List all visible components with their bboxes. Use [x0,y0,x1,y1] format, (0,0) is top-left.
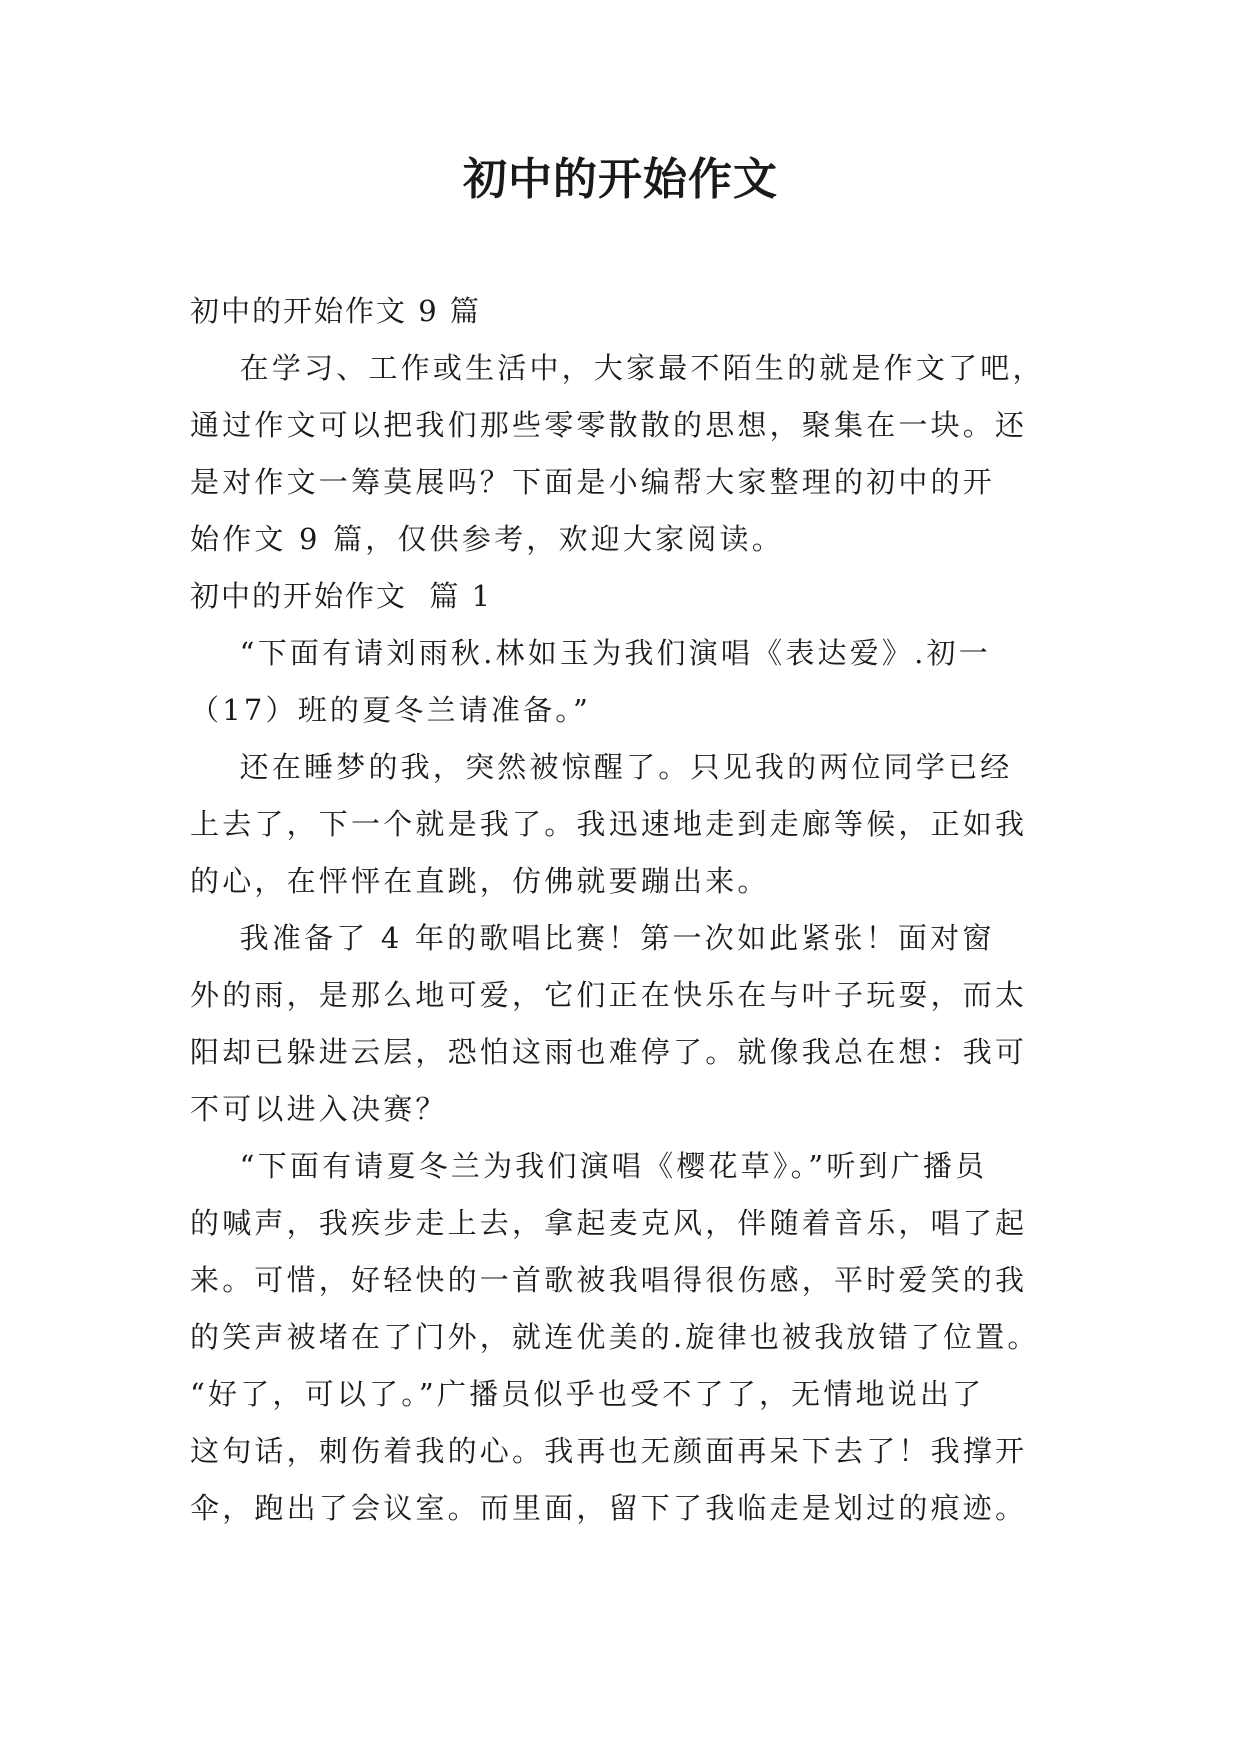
essay-line: 还在睡梦的我，突然被惊醒了。只见我的两位同学已经 [190,750,1013,784]
intro-line-4: 始作文 9 篇，仅供参考，欢迎大家阅读。 [190,522,784,556]
document-title: 初中的开始作文 [463,154,778,205]
document-body [190,283,1090,1537]
essay-line: 外的雨，是那么地可爱，它们正在快乐在与叶子玩耍，而太 [190,978,1028,1012]
subtitle-line: 初中的开始作文 9 篇 [190,294,481,328]
essay-line: “下面有请刘雨秋.林如玉为我们演唱《表达爱》.初一 [190,636,991,670]
essay-line: “下面有请夏冬兰为我们演唱《樱花草》。”听到广播员 [190,1149,988,1183]
essay-line: 的喊声，我疾步走上去，拿起麦克风，伴随着音乐，唱了起 [190,1206,1028,1240]
essay-line: 的心，在怦怦在直跳，仿佛就要蹦出来。 [190,864,770,898]
essay-line: 上去了，下一个就是我了。我迅速地走到走廊等候，正如我 [190,807,1028,841]
essay-line: 伞，跑出了会议室。而里面，留下了我临走是划过的痕迹。 [190,1491,1028,1525]
essay-line: 阳却已躲进云层，恐怕这雨也难停了。就像我总在想：我可 [190,1035,1028,1069]
essay-line: 来。可惜，好轻快的一首歌被我唱得很伤感，平时爱笑的我 [190,1263,1028,1297]
intro-line-1: 在学习、工作或生活中，大家最不陌生的就是作文了吧， [190,351,1045,385]
essay-line: （17）班的夏冬兰请准备。” [190,693,592,727]
essay-line: 的笑声被堵在了门外，就连优美的.旋律也被我放错了位置。 [190,1320,1040,1354]
essay-line: 我准备了 4 年的歌唱比赛！第一次如此紧张！面对窗 [190,921,995,955]
intro-line-3: 是对作文一筹莫展吗？下面是小编帮大家整理的初中的开 [190,465,996,499]
essay-line: 这句话，刺伤着我的心。我再也无颜面再呆下去了！我撑开 [190,1434,1028,1468]
section-heading: 初中的开始作文 篇 1 [190,579,493,613]
intro-line-2: 通过作文可以把我们那些零零散散的思想，聚集在一块。还 [190,408,1028,442]
essay-line: 不可以进入决赛？ [190,1092,448,1126]
essay-line: “好了，可以了。”广播员似乎也受不了了，无情地说出了 [190,1377,985,1411]
